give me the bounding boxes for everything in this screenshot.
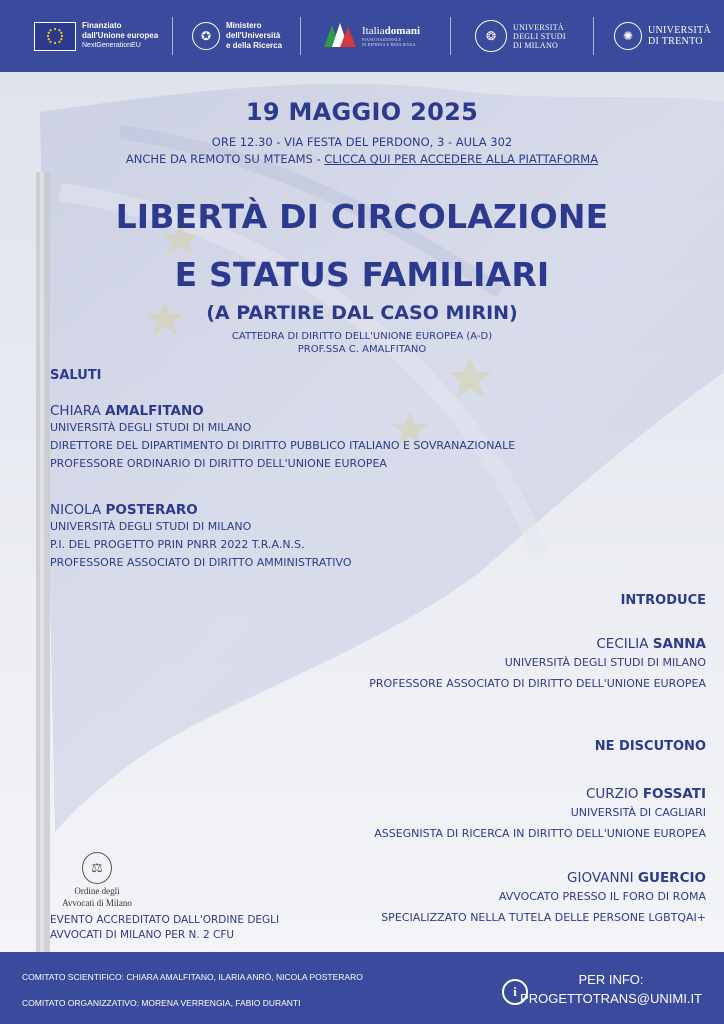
speaker-guercio bbox=[226, 870, 706, 928]
eu-flag-icon bbox=[34, 22, 76, 51]
section-heading-saluti: SALUTI bbox=[50, 368, 102, 383]
speaker-affiliation: UNIVERSITÀ DEGLI STUDI DI MILANO bbox=[50, 520, 252, 533]
info-email-link[interactable]: PROGETTOTRANS@UNIMI.IT bbox=[520, 991, 702, 1006]
chair-line2: PROF.SSA C. AMALFITANO bbox=[297, 344, 427, 355]
event-date: 19 MAGGIO 2025 bbox=[245, 98, 479, 126]
speaker-affiliation: ASSEGNISTA DI RICERCA IN DIRITTO DELL'UNIONE EUROPEA bbox=[374, 827, 706, 840]
remote-info: ANCHE DA REMOTO SU MTEAMS - bbox=[125, 152, 325, 166]
italia-flag-icon bbox=[322, 21, 358, 51]
ordine-logo-line2: Avvocati di Milano bbox=[62, 898, 132, 908]
title-line2: E STATUS FAMILIARI bbox=[174, 255, 550, 294]
scientific-committee: COMITATO SCIENTIFICO: CHIARA AMALFITANO, ILARIA ANRÒ, NICOLA POSTERARO bbox=[22, 972, 363, 982]
chair-info bbox=[0, 330, 724, 356]
speaker-affiliation: UNIVERSITÀ DEGLI STUDI DI MILANO bbox=[504, 656, 706, 669]
speaker-affiliation: DIRETTORE DEL DIPARTIMENTO DI DIRITTO PUBBLICO ITALIANO E SOVRANAZIONALE bbox=[50, 439, 516, 452]
speaker-last-name: SANNA bbox=[652, 636, 706, 652]
unitn-seal-icon: ✺ bbox=[614, 22, 642, 50]
teams-link[interactable]: CLICCA QUI PER ACCEDERE ALLA PIATTAFORMA bbox=[324, 152, 599, 166]
unimi-line1: UNIVERSITÀ bbox=[513, 22, 564, 32]
speaker-first-name: CURZIO bbox=[585, 786, 643, 802]
unitn-line2: DI TRENTO bbox=[648, 36, 703, 47]
unimi-logo bbox=[475, 0, 566, 72]
info-icon: i bbox=[502, 979, 528, 1005]
footer-bar bbox=[0, 952, 724, 1024]
unitn-line1: UNIVERSITÀ bbox=[648, 25, 711, 36]
header-divider bbox=[172, 17, 173, 55]
unitn-logo bbox=[614, 0, 711, 72]
speaker-affiliation: PROFESSORE ORDINARIO DI DIRITTO DELL'UNIONE EUROPEA bbox=[50, 457, 387, 470]
discutono-section bbox=[226, 739, 706, 754]
italia-name-a: Italia bbox=[362, 25, 385, 37]
eu-line1: Finanziato bbox=[82, 21, 122, 30]
ordine-seal-icon: ⚖ bbox=[82, 852, 112, 884]
info-label: PER INFO: bbox=[578, 972, 644, 987]
speaker-first-name: GIOVANNI bbox=[567, 870, 638, 886]
speaker-first-name: NICOLA bbox=[50, 502, 106, 518]
saluti-section bbox=[50, 368, 530, 383]
speaker-posteraro bbox=[50, 502, 530, 572]
speaker-last-name: GUERCIO bbox=[637, 870, 706, 886]
section-heading-introduce: INTRODUCE bbox=[620, 593, 706, 608]
header-divider bbox=[593, 17, 594, 55]
mur-line1: Ministero bbox=[226, 21, 262, 30]
speaker-first-name: CECILIA bbox=[596, 636, 653, 652]
header-divider bbox=[450, 17, 451, 55]
italia-sub1: PIANO NAZIONALE bbox=[362, 37, 402, 42]
unimi-seal-icon: ❂ bbox=[475, 20, 507, 52]
eu-line3: NextGenerationEU bbox=[82, 42, 141, 49]
chair-line1: CATTEDRA DI DIRITTO DELL'UNIONE EUROPEA (A-D) bbox=[231, 331, 493, 342]
mur-line3: e della Ricerca bbox=[226, 41, 283, 50]
poster-content bbox=[0, 72, 724, 952]
eu-line2: dall'Unione europea bbox=[82, 31, 159, 40]
mur-line2: dell'Università bbox=[226, 31, 281, 40]
introduce-section bbox=[226, 593, 706, 608]
accreditation-line2: AVVOCATI DI MILANO PER N. 2 CFU bbox=[50, 929, 235, 941]
speaker-affiliation: P.I. DEL PROGETTO PRIN PNRR 2022 T.R.A.N.S. bbox=[50, 538, 305, 551]
speaker-first-name: CHIARA bbox=[50, 403, 106, 419]
section-heading-discutono: NE DISCUTONO bbox=[594, 739, 706, 754]
event-time-place: ORE 12.30 - VIA FESTA DEL PERDONO, 3 - AULA 302 bbox=[211, 135, 513, 149]
organizing-committee: COMITATO ORGANIZZATIVO: MORENA VERRENGIA, FABIO DURANTI bbox=[22, 998, 301, 1008]
speaker-last-name: POSTERARO bbox=[105, 502, 198, 518]
accreditation-note bbox=[50, 913, 279, 943]
speaker-amalfitano bbox=[50, 403, 530, 473]
eu-logo bbox=[34, 0, 158, 72]
accreditation-line1: EVENTO ACCREDITATO DALL'ORDINE DEGLI bbox=[50, 914, 280, 926]
event-title bbox=[0, 188, 724, 304]
speaker-sanna bbox=[226, 636, 706, 694]
italiadomani-logo bbox=[322, 0, 420, 72]
speaker-last-name: FOSSATI bbox=[642, 786, 706, 802]
title-line1: LIBERTÀ DI CIRCOLAZIONE bbox=[115, 197, 609, 236]
unimi-line3: DI MILANO bbox=[513, 40, 559, 50]
speaker-affiliation: SPECIALIZZATO NELLA TUTELA DELLE PERSONE LGBTQAI+ bbox=[381, 911, 706, 924]
event-subtitle: (A PARTIRE DAL CASO MIRIN) bbox=[206, 302, 518, 324]
event-location bbox=[0, 134, 724, 168]
speaker-affiliation: UNIVERSITÀ DI CAGLIARI bbox=[570, 806, 706, 819]
speaker-affiliation: AVVOCATO PRESSO IL FORO DI ROMA bbox=[498, 890, 706, 903]
info-contact bbox=[520, 970, 702, 1008]
mur-logo bbox=[192, 0, 282, 72]
speaker-fossati bbox=[226, 786, 706, 844]
ordine-avvocati-logo bbox=[54, 852, 140, 908]
ordine-logo-line1: Ordine degli bbox=[74, 886, 120, 896]
speaker-last-name: AMALFITANO bbox=[105, 403, 204, 419]
italia-sub2: DI RIPRESA E RESILIENZA bbox=[362, 42, 416, 47]
speaker-affiliation: UNIVERSITÀ DEGLI STUDI DI MILANO bbox=[50, 421, 252, 434]
header-divider bbox=[300, 17, 301, 55]
speaker-affiliation: PROFESSORE ASSOCIATO DI DIRITTO DELL'UNIONE EUROPEA bbox=[369, 677, 706, 690]
speaker-affiliation: PROFESSORE ASSOCIATO DI DIRITTO AMMINISTRATIVO bbox=[50, 556, 352, 569]
italia-name-b: domani bbox=[384, 25, 421, 37]
header-bar bbox=[0, 0, 724, 72]
unimi-line2: DEGLI STUDI bbox=[513, 31, 566, 41]
italian-emblem-icon: ✪ bbox=[192, 22, 220, 50]
